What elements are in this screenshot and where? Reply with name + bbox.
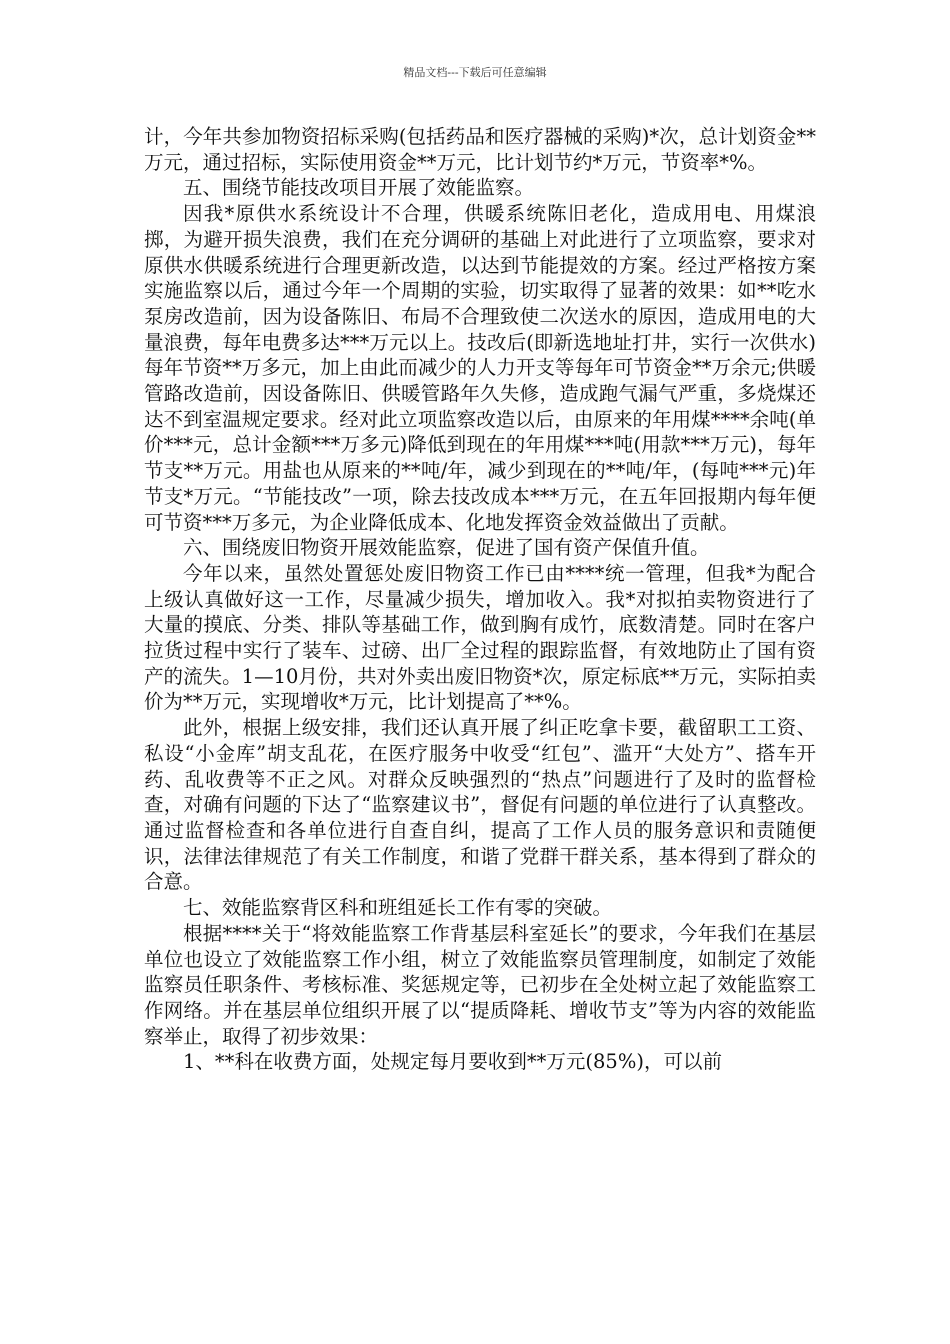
- list-item-1: 1、**科在收费方面，处规定每月要收到**万元(85%)，可以前: [183, 1050, 722, 1074]
- document-body: [144, 124, 816, 1075]
- paragraph-grassroots-extension: 根据****关于“将效能监察工作背基层科室延长”的要求，今年我们在基层单位也设立了效能监察工作小组，树立了效能监察员管理制度，如制定了效能监察员任职条件、考核标准、奖惩规定等，已初步在全处树立起了效能监察工作网络。并在基层单位组织开展了以“提质降耗、增收节支”等为内容的效能监察举止，取得了初步效果：: [144, 921, 816, 1048]
- paragraph-energy-saving: 因我*原供水系统设计不合理，供暖系统陈旧老化，造成用电、用煤浪掷，为避开损失浪费，我们在充分调研的基础上对此进行了立项监察，要求对原供水供暖系统进行合理更新改造，以达到节能提效的方案。经过严格按方案实施监察以后，通过今年一个周期的实验，切实取得了显著的效果：如**吃水泵房改造前，因为设备陈旧、布局不合理致使二次送水的原因，造成用电的大量浪费，每年电费多达***万元以上。技改后(即新选地址打井，实行一次供水)每年节资**万多元，加上由此而减少的人力开支等每年可节资金**万余元;供暖管路改造前，因设备陈旧、供暖管路年久失修，造成跑气漏气严重，多烧煤还达不到室温规定要求。经对此立项监察改造以后，由原来的年用煤****余吨(单价***元，总计金额***万多元)降低到现在的年用煤***吨(用款***万元)，每年节支**万元。用盐也从原来的**吨/年，减少到现在的**吨/年，(每吨***元)年节支*万元。“节能技改”一项，除去技改成本***万元，在五年回报期内每年便可节资***万多元，为企业降低成本、化地发挥资金效益做出了贡献。: [144, 202, 816, 534]
- paragraph-continuation: 计，今年共参加物资招标采购(包括药品和医疗器械的采购)*次，总计划资金**万元，通过招标，实际使用资金**万元，比计划节约*万元，节资率*%。: [144, 125, 816, 174]
- section-heading-7: 七、效能监察背区科和班组延长工作有零的突破。: [183, 896, 613, 920]
- paragraph-misconduct-correction: 此外，根据上级安排，我们还认真开展了纠正吃拿卡要，截留职工工资、私设“小金库”胡支乱花，在医疗服务中收受“红包”、滥开“大处方”、搭车开药、乱收费等不正之风。对群众反映强烈的“热点”问题进行了及时的监督检查，对确有问题的下达了“监察建议书”，督促有问题的单位进行了认真整改。通过监督检查和各单位进行自查自纠，提高了工作人员的服务意识和责随便识，法律法律规范了有关工作制度，和谐了党群干群关系，基本得到了群众的合意。: [144, 716, 816, 894]
- section-heading-6: 六、围绕废旧物资开展效能监察，促进了国有资产保值升值。: [183, 536, 710, 560]
- paragraph-waste-materials: 今年以来，虽然处置惩处废旧物资工作已由****统一管理，但我*为配合上级认真做好这一工作，尽量减少损失，增加收入。我*对拟拍卖物资进行了大量的摸底、分类、排队等基础工作，做到胸有成竹，底数清楚。同时在客户拉货过程中实行了装车、过磅、出厂全过程的跟踪监督，有效地防止了国有资产的流失。1—10月份，共对外卖出废旧物资*次，原定标底**万元，实际拍卖价为**万元，实现增收*万元，比计划提高了**%。: [144, 561, 816, 714]
- page-header: 精品文档---下载后可任意编辑: [403, 66, 547, 79]
- section-heading-5: 五、围绕节能技改项目开展了效能监察。: [183, 176, 535, 200]
